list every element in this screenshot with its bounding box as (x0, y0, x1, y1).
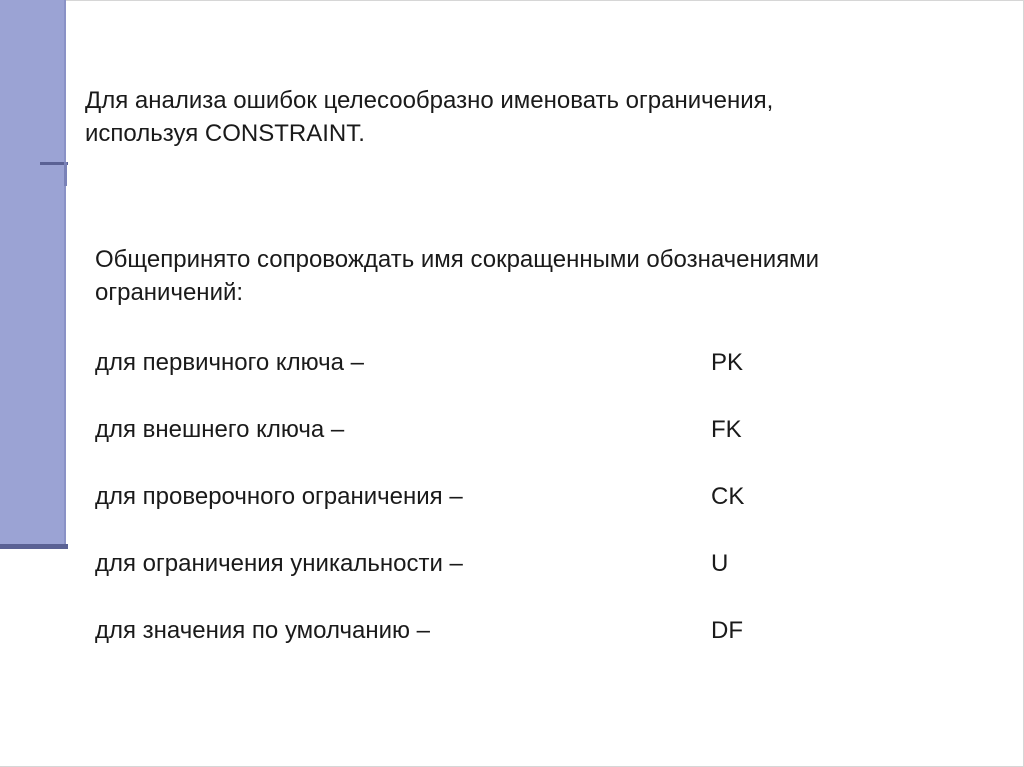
abbreviation-label: для первичного ключа – (95, 349, 364, 376)
abbreviation-list (95, 346, 895, 681)
decorative-side-bar (0, 0, 66, 546)
abbreviation-code: CK (711, 483, 745, 510)
abbreviation-row (95, 614, 895, 681)
convention-line: ограничений: (95, 279, 244, 306)
abbreviation-label: для ограничения уникальности – (95, 550, 463, 577)
abbreviation-row (95, 547, 895, 614)
abbreviation-code: PK (711, 349, 744, 376)
abbreviation-row (95, 346, 895, 413)
convention-line: Общепринято сопровождать имя сокращенными обозначениями (95, 246, 820, 273)
abbreviation-code: U (711, 550, 729, 577)
abbreviation-code: FK (711, 416, 742, 443)
intro-line: Для анализа ошибок целесообразно именовать ограничения, (85, 87, 774, 114)
convention-paragraph (95, 243, 995, 309)
abbreviation-row (95, 480, 895, 547)
abbreviation-row (95, 413, 895, 480)
abbreviation-label: для проверочного ограничения – (95, 483, 463, 510)
intro-paragraph (85, 84, 985, 150)
abbreviation-label: для значения по умолчанию – (95, 617, 430, 644)
side-bar-base-line (0, 544, 68, 549)
slide-border-top (0, 0, 1024, 1)
side-bar-tick-vertical (64, 162, 67, 186)
intro-line: используя CONSTRAINT. (85, 120, 365, 147)
abbreviation-label: для внешнего ключа – (95, 416, 345, 443)
abbreviation-code: DF (711, 617, 743, 644)
